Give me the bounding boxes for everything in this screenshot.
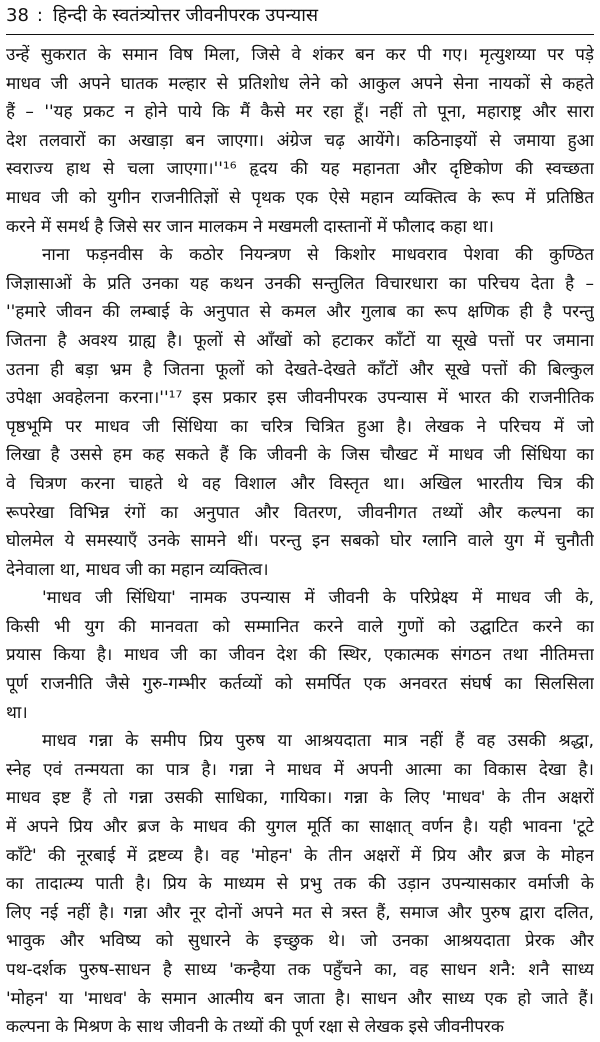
text-line: 'माधव जी सिंधिया' नामक उपन्यास में जीवनी के परिप्रेक्ष्य में माधव जी के, — [42, 588, 594, 609]
text-line: प्रयास किया है। माधव जी का जीवन देश की स्थिर, एकात्मक संगठन तथा नीतिमत्ता — [6, 645, 594, 666]
paragraph — [6, 241, 594, 584]
body-text — [6, 41, 594, 1042]
running-header — [6, 0, 594, 35]
text-line: में अपने प्रिय और ब्रज के माधव की युगल मूर्ति का साक्षात् वर्णन है। यही भावना 'टूटे — [6, 817, 594, 838]
text-line: किसी भी युग की मानवता को सम्मानित करने वाले गुणों को उद्घाटित करने का — [6, 616, 594, 637]
text-line: था। — [6, 702, 28, 723]
text-line: माधव जी अपने घातक मल्हार से प्रतिशोध लेने को आकुल अपने सेना नायकों से कहते — [6, 73, 594, 94]
text-line: उतना ही बड़ा भ्रम है जितना फूलों को देखते-देखते काँटों और सूखे पत्तों की बिल्कुल — [6, 359, 594, 380]
text-line: हैं – ''यह प्रकट न होने पाये कि मैं कैसे मर रहा हूँ। नहीं तो पूना, महाराष्ट्र और सारा — [6, 102, 594, 123]
text-line: लिखा है उससे हम कह सकते हैं कि जीवनी के जिस चौखट में माधव जी सिंधिया का — [6, 445, 594, 466]
text-line: देश तलवारों का अखाड़ा बन जाएगा। अंग्रेज चढ़ आयेंगे। कठिनाइयों से जमाया हुआ — [6, 130, 594, 151]
text-line: जितना है अवश्य ग्राह्य है। फूलों से आँखों को हटाकर काँटों या सूखे पत्तों पर जमाना — [6, 330, 594, 351]
text-line: पृष्ठभूमि पर माधव जी सिंधिया का चरित्र चित्रित हुआ है। लेखक ने परिचय में जो — [6, 416, 594, 437]
text-line: करने में समर्थ है जिसे सर जान मालकम ने मखमली दास्तानों में फौलाद कहा था। — [6, 216, 494, 237]
text-line: लिए नई नहीं है। गन्ना और नूर दोनों अपने मत से त्रस्त हैं, समाज और पुरुष द्वारा दलित, — [6, 902, 594, 923]
text-line: का तादात्म्य पाती है। प्रिय के माध्यम से प्रभु तक की उड़ान उपन्यासकार वर्माजी के — [6, 874, 594, 895]
book-title: हिन्दी के स्वतंत्र्योत्तर जीवनीपरक उपन्यास — [52, 5, 319, 26]
text-line: काँटे' की नूरबाई में द्रष्टव्य है। वह 'मोहन' के तीन अक्षरों में प्रिय और ब्रज के मोहन — [6, 845, 594, 866]
text-line: स्वराज्य हाथ से चला जाएगा।''¹⁶ हृदय की यह महानता और दृष्टिकोण की स्वच्छता — [6, 159, 594, 180]
text-line: उपेक्षा अवहेलना करना।''¹⁷ इस प्रकार इस जीवनीपरक उपन्यास में भारत की राजनीतिक — [6, 388, 594, 409]
text-line: वे चित्रण करना चाहते थे वह विशाल और विस्तृत था। अखिल भारतीय चित्र की — [6, 473, 594, 494]
text-line: देनेवाला था, माधव जी का महान व्यक्तित्व। — [6, 559, 269, 580]
text-line: माधव जी को युगीन राजनीतिज्ञों से पृथक एक ऐसे महान व्यक्तित्व के रूप में प्रतिष्ठित — [6, 187, 594, 208]
text-line: माधव गन्ना के समीप प्रिय पुरुष या आश्रयदाता मात्र नहीं हैं वह उसकी श्रद्धा, — [42, 731, 594, 752]
paragraph — [6, 584, 594, 727]
text-line: उन्हें सुकरात के समान विष मिला, जिसे वे शंकर बन कर पी गए। मृत्युशय्या पर पड़े — [6, 45, 594, 65]
text-line: पथ-दर्शक पुरुष-साधन है साध्य 'कन्हैया तक पहुँचने का, वह साधन शनै: शनै साध्य — [6, 960, 594, 980]
text-line: 'मोहन' या 'माधव' के समान आत्मीय बन जाता है। साधन और साध्य एक हो जाते हैं। — [6, 988, 594, 1009]
text-line: पूर्ण राजनीति जैसे गुरु-गम्भीर कर्तव्यों को समर्पित एक अनवरत संघर्ष का सिलसिला — [6, 674, 594, 695]
page-number: 38 — [6, 5, 29, 26]
paragraph — [6, 727, 594, 1042]
text-line: जिज्ञासाओं के प्रति उनका यह कथन उनकी सन्तुलित विचारधारा का परिचय देता है – — [6, 273, 594, 294]
text-line: रूपरेखा विभिन्न रंगों का अनुपात और वितरण, जीवनीगत तथ्यों और कल्पना का — [6, 502, 594, 523]
paragraph — [6, 41, 594, 241]
text-line: नाना फड़नवीस के कठोर नियन्त्रण से किशोर माधवराव पेशवा की कुण्ठित — [42, 245, 594, 266]
text-line: स्नेह एवं तन्मयता का पात्र है। गन्ना ने माधव में अपनी आत्मा का विकास देखा है। — [6, 759, 594, 780]
text-line: कल्पना के मिश्रण के साथ जीवनी के तथ्यों की पूर्ण रक्षा से लेखक इसे जीवनीपरक — [6, 1017, 504, 1038]
text-line: भावुक और भविष्य को सुधारने के इच्छुक थे। जो उनका आश्रयदाता प्रेरक और — [6, 931, 594, 952]
text-line: घोलमेल ये समस्याएँ उनके सामने थीं। परन्तु इन सबको घोर ग्लानि वाले युग में चुनौती — [6, 531, 594, 552]
header-separator: : — [36, 5, 43, 26]
text-line: माधव इष्ट हैं तो गन्ना उसकी साधिका, गायिका। गन्ना के लिए 'माधव' के तीन अक्षरों — [6, 788, 594, 809]
text-line: ''हमारे जीवन की लम्बाई के अनुपात से कमल और गुलाब का रूप क्षणिक ही है परन्तु — [6, 302, 594, 323]
